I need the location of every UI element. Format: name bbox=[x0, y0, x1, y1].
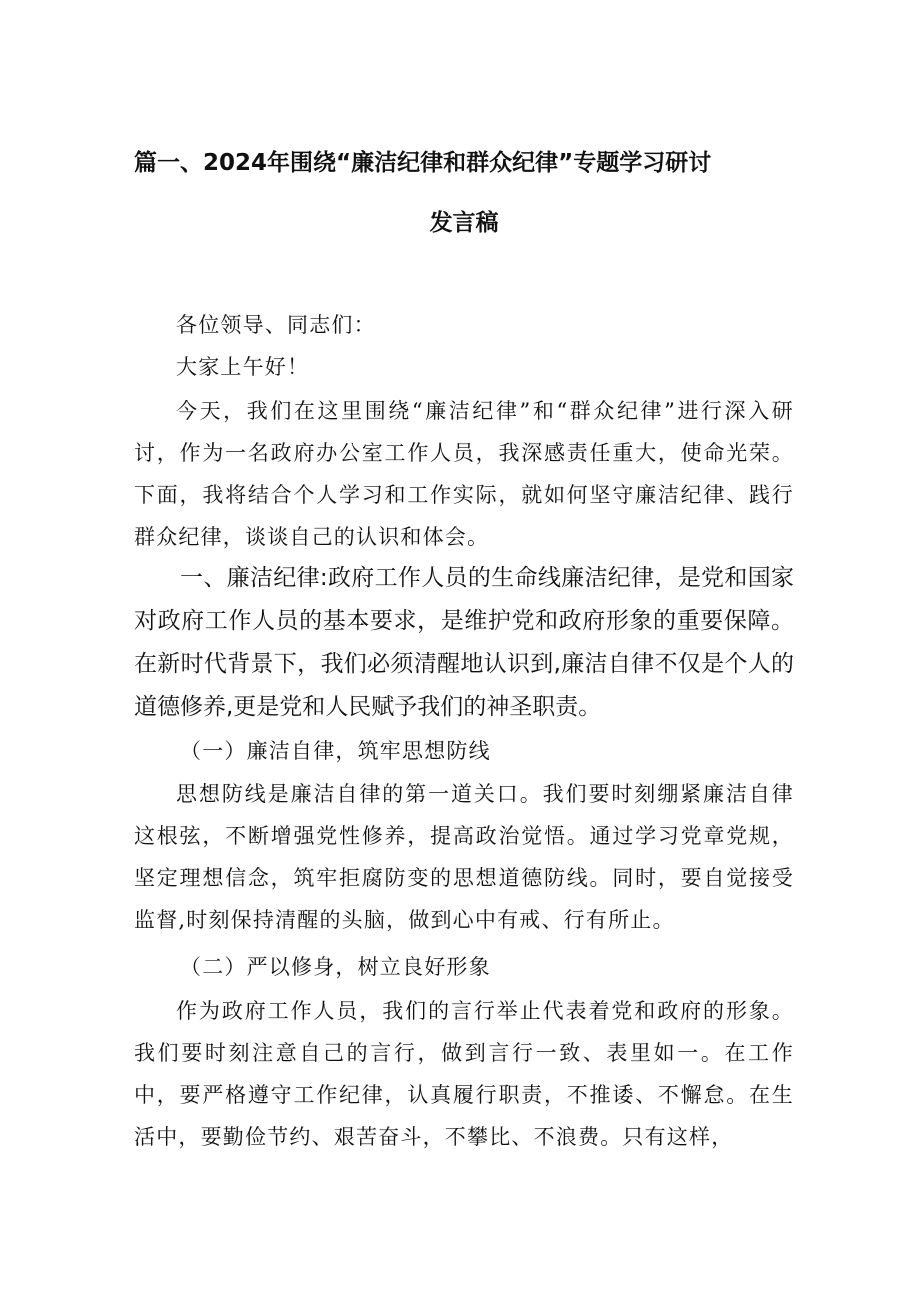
paragraph-self-cultivation: 作为政府工作人员，我们的言行举止代表着党和政府的形象。我们要时刻注意自己的言行，做到言行一致、表里如一。在工作中，要严格遵守工作纪律，认真履行职责，不推诿、不懈怠。在生活中，要勤俭节约、艰苦奋斗，不攀比、不浪费。只有这样， bbox=[134, 999, 794, 1149]
subheading-1: （一）廉洁自律，筑牢思想防线 bbox=[180, 739, 491, 763]
paragraph-thought-defense: 思想防线是廉洁自律的第一道关口。我们要时刻绷紧廉洁自律这根弦，不断增强党性修养，提高政治觉悟。通过学习党章党规，坚定理想信念，筑牢拒腐防变的思想道德防线。同时，要自觉接受监督,时刻保持清醒的头脑，做到心中有戒、行有所止。 bbox=[134, 782, 794, 932]
section-heading-paragraph: 一、廉洁纪律:政府工作人员的生命线廉洁纪律，是党和国家对政府工作人员的基本要求，是维护党和政府形象的重要保障。在新时代背景下，我们必须清醒地认识到,廉洁自律不仅是个人的道德修养,更是党和人民赋予我们的神圣职责。 bbox=[134, 565, 794, 720]
document-title-line1: 篇一、2024年围绕“廉洁纪律和群众纪律”专题学习研讨 bbox=[134, 150, 712, 176]
greeting: 大家上午好！ bbox=[176, 355, 310, 379]
subheading-2: （二）严以修身，树立良好形象 bbox=[180, 955, 491, 979]
document-title-line2: 发言稿 bbox=[429, 210, 499, 236]
paragraph-intro: 今天，我们在这里围绕“廉洁纪律”和“群众纪律”进行深入研讨，作为一名政府办公室工作人员，我深感责任重大，使命光荣。下面，我将结合个人学习和工作实际，就如何坚守廉洁纪律、践行群众纪律，谈谈自己的认识和体会。 bbox=[134, 399, 794, 549]
salutation: 各位领导、同志们： bbox=[176, 313, 376, 337]
